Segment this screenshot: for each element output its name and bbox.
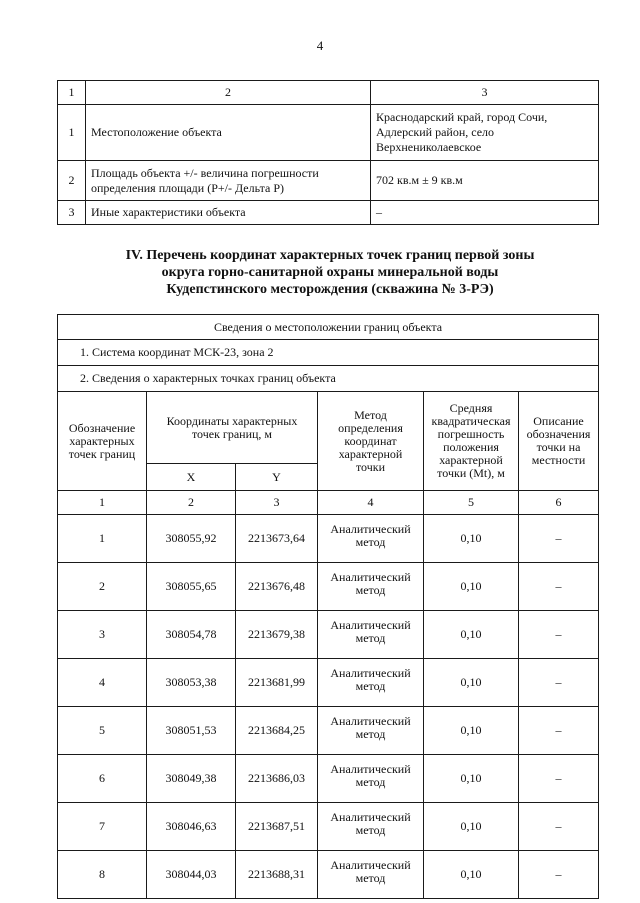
table-row [58,515,599,563]
row-name: Иные характеристики объекта [86,201,371,225]
header-line: характерной [338,446,403,461]
method-line: Аналитический [330,570,411,584]
object-info-table [57,80,599,225]
y-coordinate: 2213676,48 [236,563,318,611]
description-value: – [519,515,599,563]
value-line: Верхнениколаевское [376,140,482,154]
method-cell [318,611,424,659]
method-cell [318,563,424,611]
method-cell [318,707,424,755]
description-header [519,392,599,491]
table-row [58,563,599,611]
accuracy-value: 0,10 [424,755,519,803]
y-coordinate: 2213686,03 [236,755,318,803]
x-header: X [147,464,236,491]
method-header [318,392,424,491]
point-number: 7 [58,803,147,851]
y-coordinate: 2213679,38 [236,611,318,659]
method-line: Аналитический [330,762,411,776]
method-line: Аналитический [330,666,411,680]
method-line: метод [355,871,386,885]
header-line: квадратическая [431,414,511,428]
coords-header-row [58,392,599,464]
description-value: – [519,851,599,899]
object-other-row [58,201,599,225]
name-line: Площадь объекта +/- величина погрешности [91,165,319,180]
method-line: метод [355,535,386,549]
y-header: Y [236,464,318,491]
row-value: – [371,201,599,225]
column-number: 4 [318,491,424,515]
accuracy-value: 0,10 [424,707,519,755]
coords-header [147,392,318,464]
method-line: Аналитический [330,810,411,824]
row-name [86,161,371,201]
x-coordinate: 308053,38 [147,659,236,707]
column-numbers-row [58,491,599,515]
header-cell: 1 [58,81,86,105]
method-line: Аналитический [330,858,411,872]
header-line: точки на [536,440,581,454]
x-coordinate: 308055,65 [147,563,236,611]
header-line: определения [338,420,403,435]
header-line: погрешность [437,427,505,441]
point-number: 1 [58,515,147,563]
section-title [60,247,600,298]
coords-caption-row [58,366,599,392]
point-number: 5 [58,707,147,755]
header-line: характерных [69,433,135,448]
table-row [58,851,599,899]
method-cell [318,755,424,803]
accuracy-value: 0,10 [424,803,519,851]
page-number: 4 [316,38,324,53]
header-line: Обозначение [68,420,136,435]
row-number: 2 [58,161,86,201]
method-cell [318,851,424,899]
x-coordinate: 308049,38 [147,755,236,803]
column-number: 6 [519,491,599,515]
header-line: точек границ, м [191,426,273,441]
method-line: Аналитический [330,618,411,632]
point-number: 8 [58,851,147,899]
method-cell [318,803,424,851]
y-coordinate: 2213673,64 [236,515,318,563]
point-number: 4 [58,659,147,707]
table-row [58,707,599,755]
coordinate-system: 1. Система координат МСК-23, зона 2 [58,340,599,366]
method-line: метод [355,775,386,789]
point-number: 6 [58,755,147,803]
row-value: 702 кв.м ± 9 кв.м [371,161,599,201]
method-line: метод [355,823,386,837]
column-number: 3 [236,491,318,515]
table-row [58,803,599,851]
object-area-row [58,161,599,201]
method-line: Аналитический [330,714,411,728]
x-coordinate: 308054,78 [147,611,236,659]
coordinates-table [57,314,599,899]
accuracy-value: 0,10 [424,659,519,707]
x-coordinate: 308046,63 [147,803,236,851]
designation-header [58,392,147,491]
object-info-header-row [58,81,599,105]
header-line: местности [531,453,586,467]
table-row [58,611,599,659]
coords-table-title: Сведения о местоположении границ объекта [58,315,599,340]
y-coordinate: 2213687,51 [236,803,318,851]
row-number: 1 [58,105,86,161]
coordinate-rows [58,515,599,899]
points-caption: 2. Сведения о характерных точках границ объекта [58,366,599,392]
point-number: 2 [58,563,147,611]
column-number: 1 [58,491,147,515]
header-line: координат [344,433,397,448]
x-coordinate: 308055,92 [147,515,236,563]
description-value: – [519,707,599,755]
accuracy-value: 0,10 [424,851,519,899]
header-line: Метод [354,407,387,422]
column-number: 2 [147,491,236,515]
table-row [58,659,599,707]
table-row [58,755,599,803]
method-cell [318,659,424,707]
description-value: – [519,659,599,707]
method-line: метод [355,727,386,741]
section-title-line: Кудепстинского месторождения (скважина № 3-РЭ) [166,282,494,297]
value-line: Краснодарский край, город Сочи, [376,110,548,124]
accuracy-value: 0,10 [424,563,519,611]
object-location-row [58,105,599,161]
accuracy-value: 0,10 [424,515,519,563]
header-line: точки [355,459,386,474]
header-line: Координаты характерных [166,413,298,428]
header-line: точек границ [68,446,136,461]
accuracy-value: 0,10 [424,611,519,659]
header-line: точки (Mt), м [437,466,505,480]
row-number: 3 [58,201,86,225]
x-coordinate: 308044,03 [147,851,236,899]
header-line: положения [443,440,499,454]
header-line: Средняя [449,401,493,415]
column-number: 5 [424,491,519,515]
y-coordinate: 2213684,25 [236,707,318,755]
coords-title-row [58,315,599,340]
x-coordinate: 308051,53 [147,707,236,755]
y-coordinate: 2213681,99 [236,659,318,707]
section-title-line: IV. Перечень координат характерных точек границ первой зоны [125,248,535,263]
description-value: – [519,803,599,851]
description-value: – [519,755,599,803]
method-cell [318,515,424,563]
row-value [371,105,599,161]
name-line: определения площади (Р+/- Дельта Р) [91,180,285,195]
method-line: метод [355,631,386,645]
header-cell: 2 [86,81,371,105]
description-value: – [519,563,599,611]
method-line: Аналитический [330,522,411,536]
header-line: характерной [439,453,503,467]
row-name: Местоположение объекта [86,105,371,161]
header-line: Описание [533,414,584,428]
header-cell: 3 [371,81,599,105]
description-value: – [519,611,599,659]
section-title-line: округа горно-санитарной охраны минеральной воды [161,265,499,280]
method-line: метод [355,679,386,693]
point-number: 3 [58,611,147,659]
method-line: метод [355,583,386,597]
y-coordinate: 2213688,31 [236,851,318,899]
accuracy-header [424,392,519,491]
value-line: Адлерский район, село [376,125,495,139]
header-line: обозначения [526,427,591,441]
coords-system-row [58,340,599,366]
